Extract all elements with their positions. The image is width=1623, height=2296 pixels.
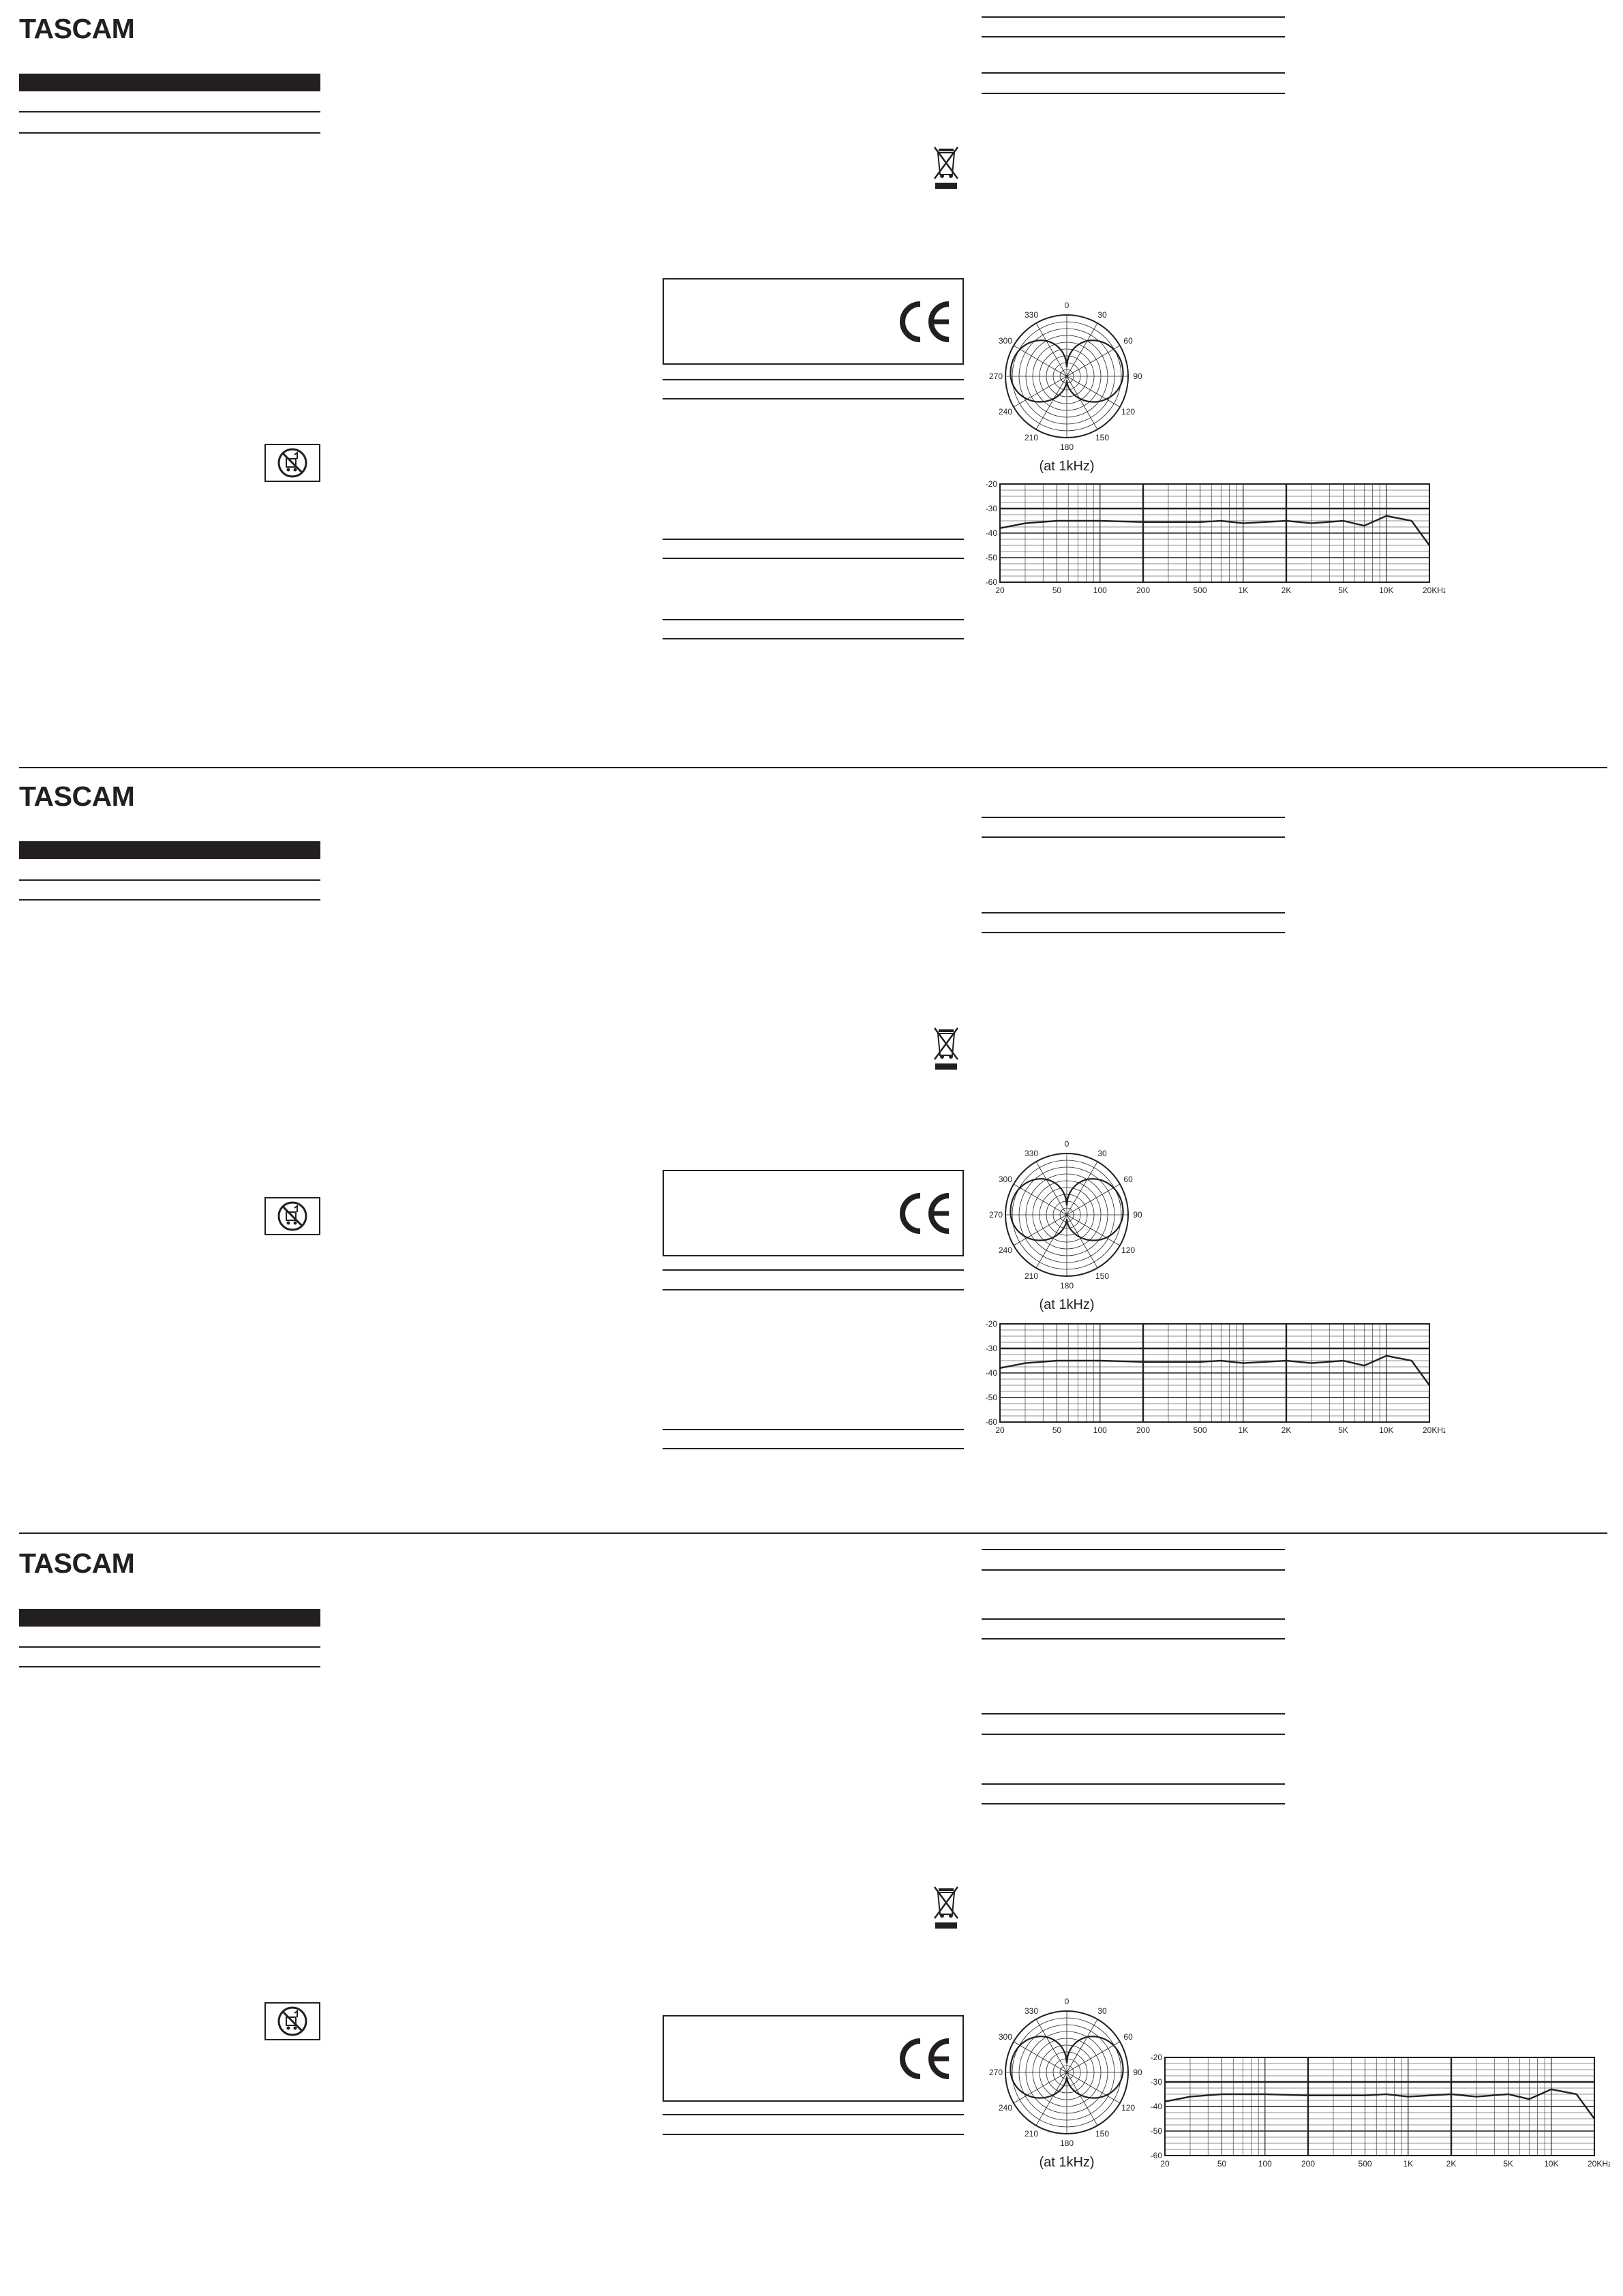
freq-y-tick-label: -30 bbox=[985, 1344, 997, 1353]
rule bbox=[19, 899, 320, 901]
freq-x-tick-label: 500 bbox=[1358, 2159, 1372, 2169]
freq-y-tick-label: -20 bbox=[985, 479, 997, 489]
section-separator bbox=[19, 767, 1607, 768]
rule bbox=[663, 2114, 964, 2115]
rule bbox=[982, 912, 1285, 913]
cart-warning-icon bbox=[264, 2002, 320, 2044]
frequency-response-chart bbox=[982, 477, 1445, 600]
polar-angle-label: 90 bbox=[1133, 2068, 1142, 2077]
frequency-response-chart bbox=[982, 1317, 1445, 1440]
polar-angle-label: 330 bbox=[1024, 2006, 1039, 2016]
polar-pattern-chart bbox=[982, 1989, 1159, 2173]
freq-x-tick-label: 1K bbox=[1403, 2159, 1414, 2169]
freq-y-tick-label: -60 bbox=[985, 1417, 997, 1427]
polar-angle-label: 0 bbox=[1064, 1139, 1070, 1149]
rule bbox=[982, 1549, 1285, 1550]
polar-pattern-chart bbox=[982, 293, 1159, 477]
polar-angle-label: 150 bbox=[1095, 2129, 1110, 2139]
rule bbox=[19, 132, 320, 134]
freq-y-tick-label: -50 bbox=[985, 1393, 997, 1402]
freq-x-tick-label: 100 bbox=[1093, 586, 1107, 595]
freq-y-tick-label: -30 bbox=[985, 504, 997, 513]
freq-x-tick-label: 10K bbox=[1379, 586, 1394, 595]
freq-y-tick-label: -50 bbox=[985, 553, 997, 562]
freq-x-tick-label: 5K bbox=[1503, 2159, 1513, 2169]
rule bbox=[663, 1269, 964, 1271]
freq-x-tick-label: 500 bbox=[1193, 1425, 1207, 1435]
ce-mark-icon bbox=[894, 2037, 953, 2084]
freq-y-tick-label: -50 bbox=[1150, 2126, 1162, 2136]
freq-x-tick-label: 20KHz bbox=[1588, 2159, 1610, 2169]
cart-warning-icon bbox=[264, 1197, 320, 1239]
rule bbox=[663, 558, 964, 559]
section-separator bbox=[19, 1532, 1607, 1534]
polar-angle-label: 30 bbox=[1097, 2006, 1107, 2016]
rule bbox=[19, 1666, 320, 1667]
polar-angle-label: 150 bbox=[1095, 433, 1110, 443]
weee-bin-icon bbox=[932, 145, 960, 194]
polar-angle-label: 330 bbox=[1024, 309, 1039, 320]
polar-pattern-chart bbox=[982, 1132, 1159, 1316]
freq-y-tick-label: -20 bbox=[1150, 2053, 1162, 2062]
freq-x-tick-label: 200 bbox=[1136, 1425, 1151, 1435]
polar-angle-label: 60 bbox=[1123, 2032, 1133, 2042]
freq-response-curve bbox=[1000, 516, 1429, 545]
rule bbox=[663, 638, 964, 639]
freq-x-tick-label: 20KHz bbox=[1423, 1425, 1445, 1435]
tascam-logo: TASCAM bbox=[19, 13, 135, 44]
rule bbox=[982, 1713, 1285, 1715]
rule bbox=[982, 93, 1285, 94]
rule bbox=[982, 1638, 1285, 1640]
freq-y-tick-label: -30 bbox=[1150, 2077, 1162, 2087]
rule bbox=[982, 932, 1285, 933]
tascam-logo: TASCAM bbox=[19, 1547, 135, 1579]
freq-x-tick-label: 20 bbox=[995, 1425, 1005, 1435]
freq-x-tick-label: 20 bbox=[1160, 2159, 1170, 2169]
polar-angle-label: 120 bbox=[1121, 2103, 1136, 2113]
rule bbox=[663, 619, 964, 620]
polar-angle-label: 300 bbox=[998, 1175, 1012, 1184]
polar-angle-label: 240 bbox=[998, 1245, 1012, 1255]
freq-x-tick-label: 200 bbox=[1136, 586, 1151, 595]
polar-angle-label: 180 bbox=[1059, 2139, 1074, 2148]
polar-caption: (at 1kHz) bbox=[1039, 2155, 1095, 2170]
polar-angle-label: 300 bbox=[998, 336, 1012, 346]
rule bbox=[982, 817, 1285, 818]
freq-x-tick-label: 500 bbox=[1193, 586, 1207, 595]
title-bar bbox=[19, 74, 320, 91]
polar-angle-label: 0 bbox=[1064, 1997, 1070, 2006]
rule bbox=[19, 879, 320, 881]
polar-angle-label: 210 bbox=[1024, 2129, 1039, 2139]
polar-angle-label: 270 bbox=[988, 1210, 1003, 1220]
freq-x-tick-label: 200 bbox=[1301, 2159, 1316, 2169]
freq-x-tick-label: 20KHz bbox=[1423, 586, 1445, 595]
rule bbox=[663, 539, 964, 540]
polar-angle-label: 150 bbox=[1095, 1271, 1110, 1282]
freq-x-tick-label: 2K bbox=[1281, 1425, 1292, 1435]
rule bbox=[982, 36, 1285, 37]
rule bbox=[982, 1734, 1285, 1735]
polar-angle-label: 90 bbox=[1133, 372, 1142, 381]
rule bbox=[19, 1646, 320, 1648]
freq-x-tick-label: 10K bbox=[1379, 1425, 1394, 1435]
title-bar bbox=[19, 841, 320, 859]
freq-x-tick-label: 50 bbox=[1052, 1425, 1062, 1435]
rule bbox=[982, 1783, 1285, 1785]
polar-caption: (at 1kHz) bbox=[1039, 1297, 1095, 1312]
weee-bin-icon bbox=[932, 1884, 960, 1934]
polar-angle-label: 330 bbox=[1024, 1148, 1039, 1158]
freq-y-tick-label: -60 bbox=[985, 577, 997, 587]
freq-x-tick-label: 1K bbox=[1238, 1425, 1249, 1435]
freq-x-tick-label: 1K bbox=[1238, 586, 1249, 595]
freq-x-tick-label: 2K bbox=[1446, 2159, 1457, 2169]
polar-angle-label: 210 bbox=[1024, 1271, 1039, 1282]
rule bbox=[663, 1448, 964, 1449]
polar-angle-label: 90 bbox=[1133, 1210, 1142, 1220]
ce-mark-icon bbox=[894, 300, 953, 347]
rule bbox=[982, 836, 1285, 838]
freq-x-tick-label: 100 bbox=[1258, 2159, 1272, 2169]
polar-angle-label: 180 bbox=[1059, 442, 1074, 452]
freq-y-tick-label: -60 bbox=[1150, 2151, 1162, 2160]
rule bbox=[982, 1569, 1285, 1571]
freq-y-tick-label: -40 bbox=[1150, 2102, 1162, 2111]
rule bbox=[663, 379, 964, 380]
title-bar bbox=[19, 1609, 320, 1627]
freq-response-curve bbox=[1000, 1356, 1429, 1385]
freq-y-tick-label: -20 bbox=[985, 1319, 997, 1329]
polar-angle-label: 270 bbox=[988, 372, 1003, 381]
freq-x-tick-label: 5K bbox=[1338, 586, 1348, 595]
freq-x-tick-label: 50 bbox=[1052, 586, 1062, 595]
polar-angle-label: 30 bbox=[1097, 309, 1107, 320]
freq-y-tick-label: -40 bbox=[985, 528, 997, 538]
rule bbox=[982, 16, 1285, 18]
frequency-response-chart bbox=[1147, 2051, 1610, 2173]
polar-angle-label: 240 bbox=[998, 2103, 1012, 2113]
rule bbox=[982, 1803, 1285, 1804]
polar-caption: (at 1kHz) bbox=[1039, 459, 1095, 474]
polar-angle-label: 240 bbox=[998, 407, 1012, 417]
freq-x-tick-label: 50 bbox=[1217, 2159, 1227, 2169]
polar-angle-label: 30 bbox=[1097, 1148, 1107, 1158]
freq-x-tick-label: 20 bbox=[995, 586, 1005, 595]
rule bbox=[663, 398, 964, 399]
rule bbox=[663, 1289, 964, 1290]
freq-y-tick-label: -40 bbox=[985, 1368, 997, 1378]
rule bbox=[982, 1618, 1285, 1620]
polar-angle-label: 60 bbox=[1123, 336, 1133, 346]
freq-x-tick-label: 5K bbox=[1338, 1425, 1348, 1435]
polar-angle-label: 0 bbox=[1064, 301, 1070, 310]
polar-angle-label: 270 bbox=[988, 2068, 1003, 2077]
polar-angle-label: 120 bbox=[1121, 1245, 1136, 1255]
rule bbox=[663, 2134, 964, 2135]
cart-warning-icon bbox=[264, 444, 320, 485]
ce-mark-icon bbox=[894, 1192, 953, 1239]
freq-x-tick-label: 100 bbox=[1093, 1425, 1107, 1435]
polar-angle-label: 60 bbox=[1123, 1175, 1133, 1184]
rule bbox=[19, 111, 320, 112]
weee-bin-icon bbox=[932, 1025, 960, 1075]
rule bbox=[663, 1429, 964, 1430]
polar-angle-label: 210 bbox=[1024, 433, 1039, 443]
rule bbox=[982, 72, 1285, 74]
polar-angle-label: 300 bbox=[998, 2032, 1012, 2042]
tascam-logo: TASCAM bbox=[19, 781, 135, 812]
freq-x-tick-label: 2K bbox=[1281, 586, 1292, 595]
freq-x-tick-label: 10K bbox=[1544, 2159, 1559, 2169]
freq-response-curve bbox=[1165, 2089, 1594, 2119]
polar-angle-label: 120 bbox=[1121, 407, 1136, 417]
polar-angle-label: 180 bbox=[1059, 1281, 1074, 1290]
